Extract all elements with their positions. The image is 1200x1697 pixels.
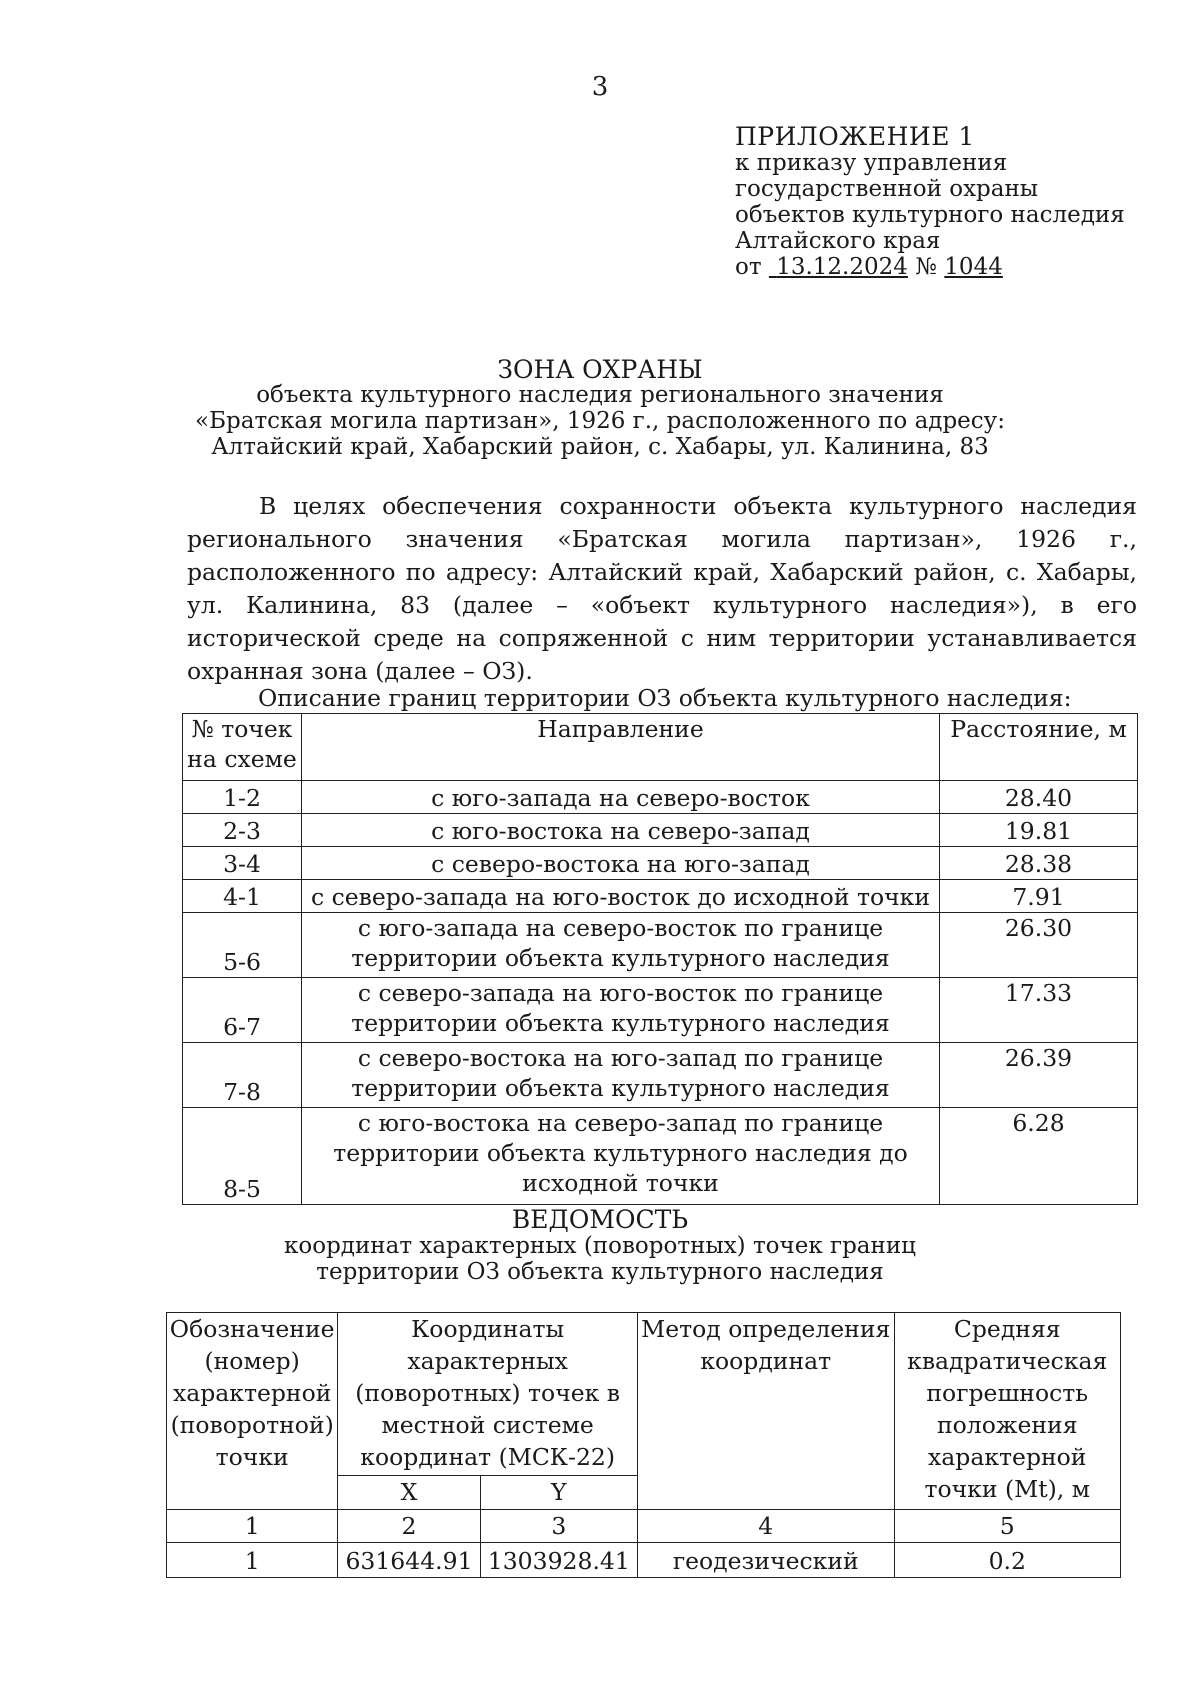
header-method: Метод определения координат	[637, 1313, 894, 1510]
column-number-row	[167, 1510, 1121, 1543]
date-prefix: от	[735, 254, 762, 280]
appendix-block	[735, 124, 1125, 280]
header-y: Y	[480, 1476, 637, 1510]
vedomost-subtitle-line: координат характерных (поворотных) точек границ	[284, 1233, 916, 1259]
cell-direction: с юго-запада на северо-восток по границе территории объекта культурного наследия	[302, 913, 940, 978]
header-error: Средняя квадратическая погрешность положения характерной точки (Mt), м	[894, 1313, 1121, 1510]
appendix-line: государственной охраны	[735, 176, 1039, 202]
table-row	[183, 880, 1138, 913]
cell-direction: с юго-запада на северо-восток	[302, 781, 940, 814]
header-designation: Обозначение (номер) характерной (поворотной) точки	[167, 1313, 338, 1510]
cell-direction: с северо-запада на юго-восток до исходной точки	[302, 880, 940, 913]
zone-subtitle-line: «Братская могила партизан», 1926 г., расположенного по адресу:	[195, 408, 1005, 434]
table-header-row	[167, 1313, 1121, 1476]
appendix-title: ПРИЛОЖЕНИЕ 1	[735, 122, 975, 151]
table-header-row	[183, 714, 1138, 781]
cell-distance: 6.28	[940, 1108, 1138, 1205]
appendix-line: объектов культурного наследия	[735, 202, 1125, 228]
header-distance: Расстояние, м	[940, 714, 1138, 781]
cell-points: 6-7	[183, 978, 302, 1043]
zone-subtitle-line: Алтайский край, Хабарский район, с. Хабары, ул. Калинина, 83	[211, 434, 989, 460]
column-number: 4	[637, 1510, 894, 1543]
cell-distance: 17.33	[940, 978, 1138, 1043]
appendix-line: Алтайского края	[735, 228, 941, 254]
coordinates-table	[166, 1312, 1121, 1578]
header-direction: Направление	[302, 714, 940, 781]
cell-x: 631644.91	[338, 1543, 480, 1578]
cell-points: 5-6	[183, 913, 302, 978]
table-row	[183, 1108, 1138, 1205]
table-row	[183, 781, 1138, 814]
cell-direction: с северо-востока на юго-запад по границе территории объекта культурного наследия	[302, 1043, 940, 1108]
header-x: X	[338, 1476, 480, 1510]
cell-method: геодезический	[637, 1543, 894, 1578]
cell-points: 3-4	[183, 847, 302, 880]
boundary-table	[182, 713, 1138, 1205]
cell-points: 1-2	[183, 781, 302, 814]
table-row	[183, 847, 1138, 880]
zone-subtitle-line: объекта культурного наследия регионального значения	[256, 382, 944, 408]
appendix-date-line	[735, 254, 1125, 280]
order-number: 1044	[944, 254, 1003, 280]
cell-points: 8-5	[183, 1108, 302, 1205]
vedomost-subtitle-line: территории ОЗ объекта культурного наследия	[316, 1259, 884, 1285]
column-number: 1	[167, 1510, 338, 1543]
cell-direction: с юго-востока на северо-запад по границе территории объекта культурного наследия до исходной точки	[302, 1108, 940, 1205]
cell-distance: 19.81	[940, 814, 1138, 847]
cell-distance: 26.30	[940, 913, 1138, 978]
table-row	[183, 913, 1138, 978]
cell-error: 0.2	[894, 1543, 1121, 1578]
table-row	[183, 1043, 1138, 1108]
vedomost-subtitle	[0, 1233, 1200, 1285]
intro-paragraph: В целях обеспечения сохранности объекта культурного наследия регионального значения «Братская могила партизан», 1926 г., расположенного по адресу: Алтайский край, Хабарский район, с. Хабары, ул. Калинина, 83 (далее – «объект культурного наследия»), в его исторической среде на сопряженной с ним территории устанавливается охранная зона (далее – ОЗ).	[187, 492, 1137, 685]
header-coordinates: Координаты характерных (поворотных) точек в местной системе координат (МСК-22)	[338, 1313, 638, 1476]
column-number: 5	[894, 1510, 1121, 1543]
cell-distance: 28.38	[940, 847, 1138, 880]
order-date-value: 13.12.2024	[776, 254, 908, 280]
page-number: 3	[591, 72, 609, 102]
order-date	[769, 254, 908, 280]
header-points: № точек на схеме	[183, 714, 302, 781]
cell-direction: с северо-запада на юго-восток по границе территории объекта культурного наследия	[302, 978, 940, 1043]
cell-direction: с северо-востока на юго-запад	[302, 847, 940, 880]
cell-distance: 28.40	[940, 781, 1138, 814]
appendix-line: к приказу управления	[735, 150, 1008, 176]
table-row	[167, 1543, 1121, 1578]
cell-points: 7-8	[183, 1043, 302, 1108]
column-number: 2	[338, 1510, 480, 1543]
cell-distance: 7.91	[940, 880, 1138, 913]
zone-subtitle	[0, 382, 1200, 460]
number-prefix: №	[915, 254, 937, 280]
table-row	[183, 978, 1138, 1043]
vedomost-title: ВЕДОМОСТЬ	[511, 1205, 689, 1234]
cell-y: 1303928.41	[480, 1543, 637, 1578]
cell-points: 4-1	[183, 880, 302, 913]
cell-distance: 26.39	[940, 1043, 1138, 1108]
cell-direction: с юго-востока на северо-запад	[302, 814, 940, 847]
column-number: 3	[480, 1510, 637, 1543]
cell-points: 2-3	[183, 814, 302, 847]
table-row	[183, 814, 1138, 847]
cell-point: 1	[167, 1543, 338, 1578]
zone-title: ЗОНА ОХРАНЫ	[497, 355, 703, 384]
boundary-table-caption: Описание границ территории ОЗ объекта культурного наследия:	[258, 684, 1072, 712]
